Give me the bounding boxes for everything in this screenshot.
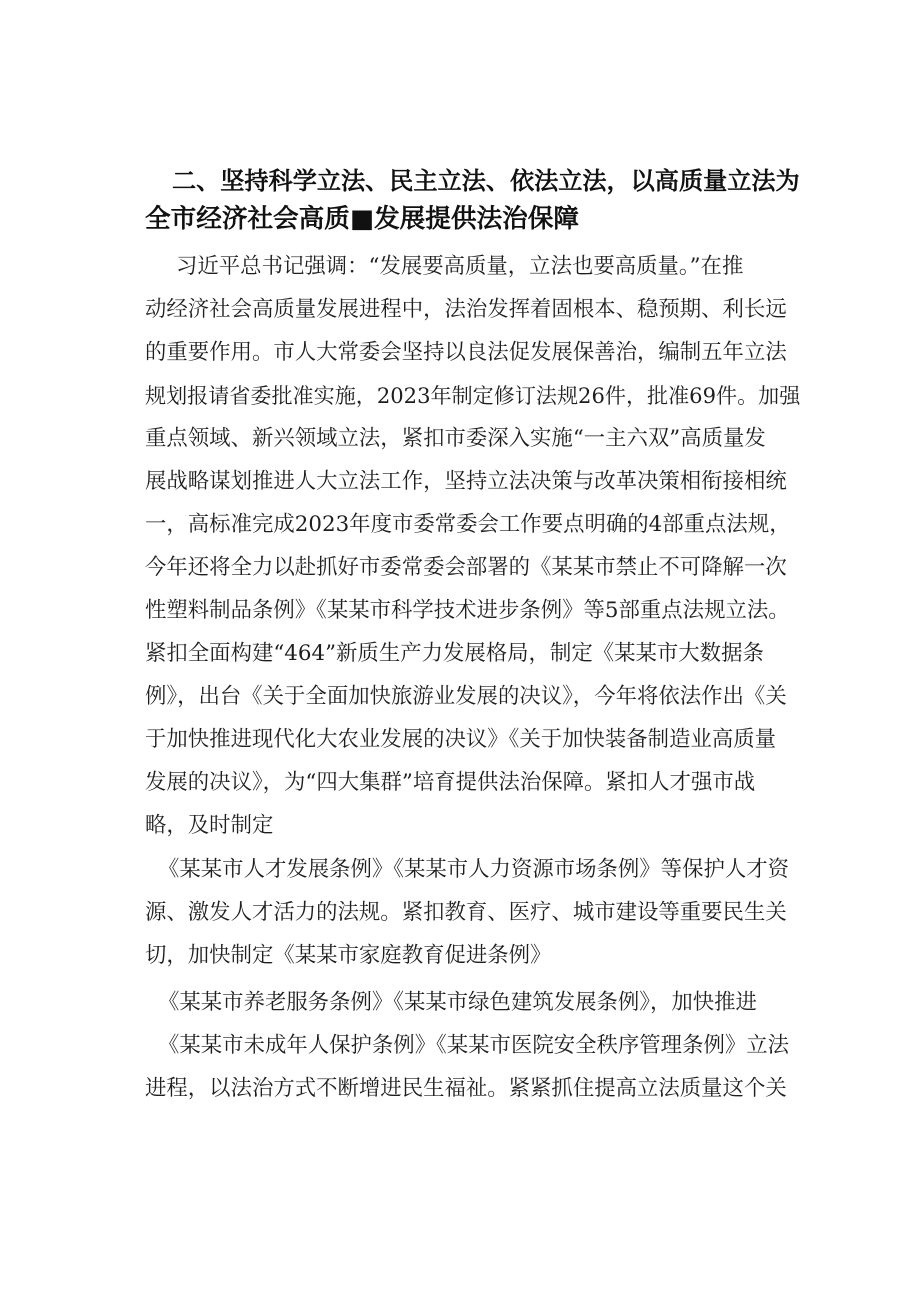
body-line-11: 例》，出台《关于全面加快旅游业发展的决议》，今年将依法作出《关 [145, 684, 787, 709]
body-line-9: 性塑料制品条例》《某某市科学技术进步条例》等5部重点法规立法。 [145, 598, 790, 623]
body-line-15: 《某某市人才发展条例》《某某市人力资源市场条例》等保护人才资 [158, 857, 790, 882]
section-heading-line-2: 全市经济社会高质■发展提供法治保障 [145, 204, 579, 234]
section-heading-line-1: 二、坚持科学立法、民主立法、依法立法，以高质量立法为 [172, 167, 800, 195]
body-line-7: 一，高标准完成2023年度市委常委会工作要点明确的4部重点法规， [145, 512, 791, 537]
body-line-14: 略，及时制定 [145, 813, 274, 838]
body-line-6: 展战略谋划推进人大立法工作，坚持立法决策与改革决策相衔接相统 [145, 469, 787, 494]
body-line-4: 规划报请省委批准实施，2023年制定修订法规26件，批准69件。加强 [145, 383, 801, 408]
body-line-19: 《某某市未成年人保护条例》《某某市医院安全秩序管理条例》立法 [158, 1033, 790, 1058]
body-line-2: 动经济社会高质量发展进程中，法治发挥着固根本、稳预期、利长远 [145, 297, 787, 322]
body-line-8: 今年还将全力以赴抓好市委常委会部署的《某某市禁止不可降解一次 [145, 555, 787, 580]
body-line-5: 重点领域、新兴领域立法，紧扣市委深入实施“一主六双”高质量发 [145, 426, 766, 451]
body-line-1: 习近平总书记强调：“发展要高质量，立法也要高质量。”在推 [176, 254, 744, 279]
body-line-13: 发展的决议》，为“四大集群”培育提供法治保障。紧扣人才强市战 [145, 770, 756, 795]
body-line-18: 《某某市养老服务条例》《某某市绿色建筑发展条例》，加快推进 [158, 990, 757, 1015]
body-line-12: 于加快推进现代化大农业发展的决议》《关于加快装备制造业高质量 [145, 727, 777, 752]
body-line-10: 紧扣全面构建“464”新质生产力发展格局，制定《某某市大数据条 [145, 641, 764, 666]
body-line-3: 的重要作用。市人大常委会坚持以良法促发展保善治，编制五年立法 [145, 340, 787, 365]
body-line-17: 切，加快制定《某某市家庭教育促进条例》 [145, 943, 552, 968]
body-line-20: 进程，以法治方式不断增进民生福祉。紧紧抓住提高立法质量这个关 [145, 1076, 787, 1101]
body-line-16: 源、激发人才活力的法规。紧扣教育、医疗、城市建设等重要民生关 [145, 900, 787, 925]
